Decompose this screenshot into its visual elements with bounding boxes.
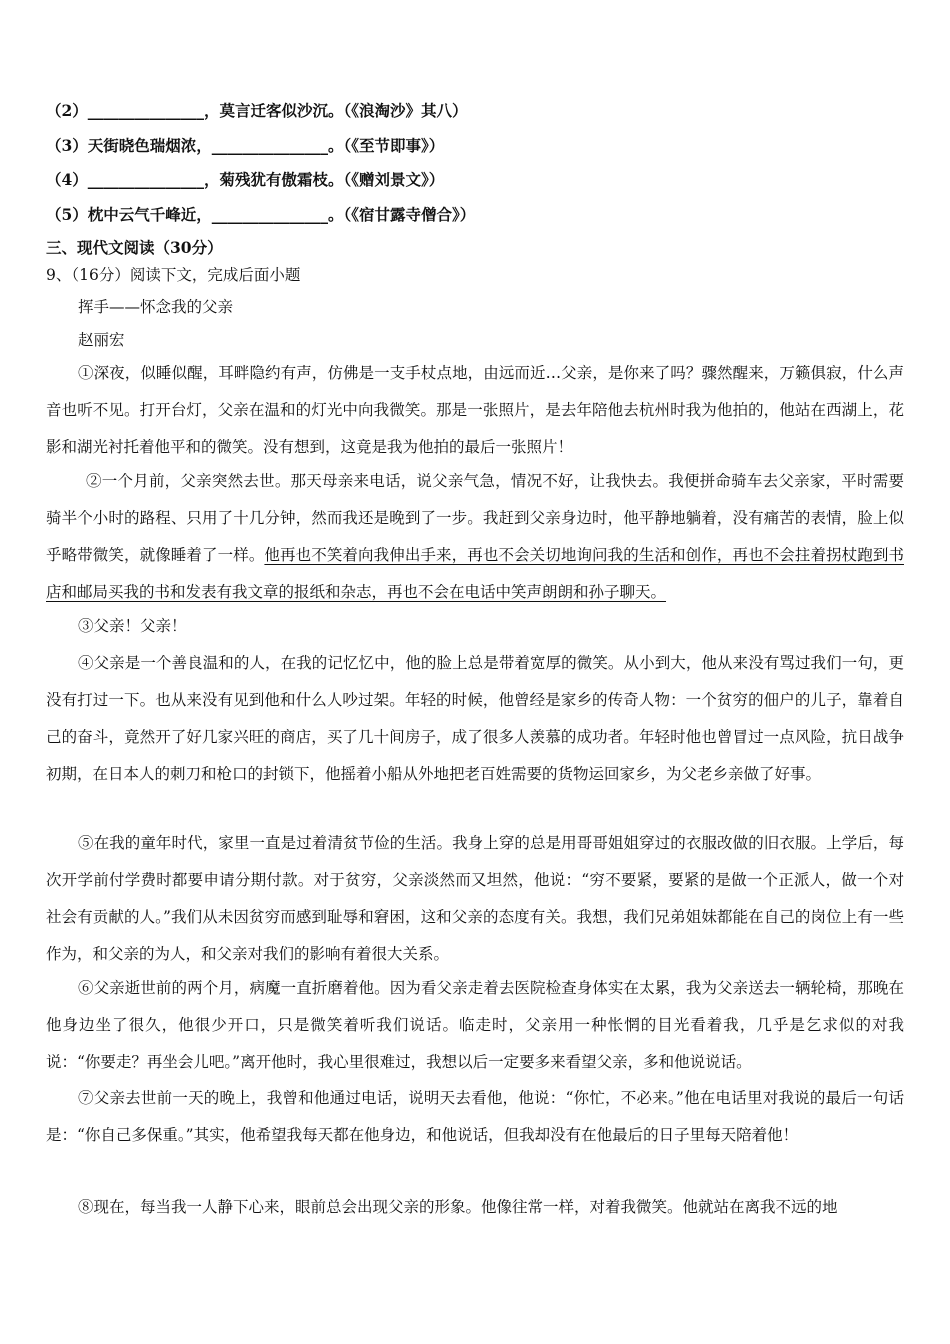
paragraph-7: ⑦父亲去世前一天的晚上，我曾和他通过电话，说明天去看他，他说：“你忙，不必来。”他在电话里对我说的最后一句话是：“你自己多保重。”其实，他希望我每天都在他身边，和他说话，但我却没有在他最后的日子里每天陪着他！ (46, 1089, 904, 1144)
fill-blank-line-2: （2）_______________，莫言迁客似沙沉。（《浪淘沙》其八） (46, 101, 468, 120)
paragraph-4: ④父亲是一个善良温和的人，在我的记忆忆中，他的脸上总是带着宽厚的微笑。从小到大，他从来没有骂过我们一句，更没有打过一下。也从来没有见到他和什么人吵过架。年轻的时候，他曾经是家乡的传奇人物：一个贫穷的佃户的儿子，靠着自己的奋斗，竟然开了好几家兴旺的商店，买了几十间房子，成了很多人羡慕的成功者。年轻时他也曾冒过一点风险，抗日战争初期，在日本人的刺刀和枪口的封锁下，他摇着小船从外地把老百姓需要的货物运回家乡，为父老乡亲做了好事。 (46, 654, 904, 783)
essay-author: 赵丽宏 (78, 331, 125, 349)
paragraph-2-underlined-sentence: 他再也不笑着向我伸出手来，再也不会关切地询问我的生活和创作，再也不会拄着拐杖跑到书店和邮局买我的书和发表有我文章的报纸和杂志，再也不会在电话中笑声朗朗和孙子聊天。 (46, 546, 904, 601)
essay-title: 挥手——怀念我的父亲 (78, 298, 234, 316)
paragraph-8: ⑧现在，每当我一人静下心来，眼前总会出现父亲的形象。他像往常一样，对着我微笑。他就站在离我不远的地 (78, 1198, 838, 1216)
paragraph-6: ⑥父亲逝世前的两个月，病魔一直折磨着他。因为看父亲走着去医院检查身体实在太累，我为父亲送去一辆轮椅，那晚在他身边坐了很久，他很少开口，只是微笑着听我们说话。临走时，父亲用一种怅惘的目光看着我，几乎是乞求似的对我说：“你要走？再坐会儿吧。”离开他时，我心里很难过，我想以后一定要多来看望父亲，多和他说说话。 (46, 979, 904, 1071)
fill-blank-line-3: （3）天街晓色瑞烟浓，_______________。（《至节即事》） (46, 136, 445, 155)
paragraph-2 (46, 463, 904, 611)
section-heading: 三、现代文阅读（30分） (46, 238, 223, 257)
fill-blank-line-4: （4）_______________，菊残犹有傲霜枝。（《赠刘景文》） (46, 170, 445, 189)
paragraph-1: ①深夜，似睡似醒，耳畔隐约有声，仿佛是一支手杖点地，由远而近…父亲，是你来了吗？骤然醒来，万籁俱寂，什么声音也听不见。打开台灯，父亲在温和的灯光中向我微笑。那是一张照片，是去年陪他去杭州时我为他拍的，他站在西湖上，花影和湖光衬托着他平和的微笑。没有想到，这竟是我为他拍的最后一张照片！ (46, 364, 904, 456)
question-prompt: 9、（16分）阅读下文，完成后面小题 (46, 266, 301, 284)
paragraph-2-text: ②一个月前，父亲突然去世。那天母亲来电话，说父亲气急，情况不好，让我快去。我便拼命骑车去父亲家，平时需要骑半个小时的路程、只用了十几分钟，然而我还是晚到了一步。我赶到父亲身边时，他平静地躺着，没有痛苦的表情，脸上似乎略带微笑，就像睡着了一样。 (46, 472, 904, 564)
paragraph-3: ③父亲！父亲！ (78, 617, 187, 635)
paragraph-5: ⑤在我的童年时代，家里一直是过着清贫节俭的生活。我身上穿的总是用哥哥姐姐穿过的衣服改做的旧衣服。上学后，每次开学前付学费时都要申请分期付款。对于贫穷，父亲淡然而又坦然，他说：“穷不要紧，要紧的是做一个正派人，做一个对社会有贡献的人。”我们从未因贫穷而感到耻辱和窘困，这和父亲的态度有关。我想，我们兄弟姐妹都能在自己的岗位上有一些作为，和父亲的为人，和父亲对我们的影响有着很大关系。 (46, 834, 904, 963)
fill-blank-line-5: （5）枕中云气千峰近，_______________。（《宿甘露寺僧合》） (46, 205, 476, 224)
